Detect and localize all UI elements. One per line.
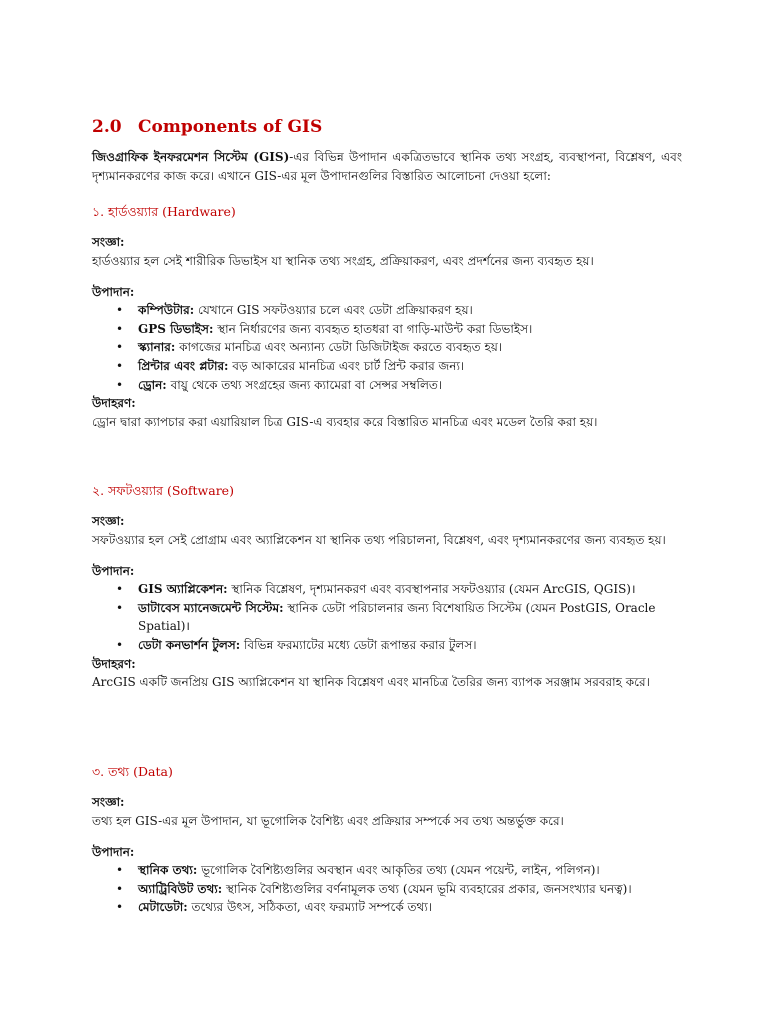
list-item <box>116 301 682 320</box>
section-data <box>92 762 682 917</box>
item-term: স্থানিক তথ্য: <box>138 863 198 878</box>
section-heading: ১. হার্ডওয়্যার (Hardware) <box>92 204 236 219</box>
item-text: স্থানিক বিশ্লেষণ, দৃশ্যমানকরণ এবং ব্যবস্থাপনার সফটওয়্যার (যেমন ArcGIS, QGIS)। <box>227 582 636 597</box>
item-term: অ্যাট্রিবিউট তথ্য: <box>138 881 223 896</box>
item-text: স্থানিক বৈশিষ্ট্যগুলির বর্ণনামূলক তথ্য (যেমন ভূমি ব্যবহারের প্রকার, জনসংখ্যার ঘনত্ব)। <box>222 881 632 896</box>
list-item <box>116 338 682 357</box>
definition-label: সংজ্ঞা: <box>92 795 125 810</box>
components-list <box>92 861 682 917</box>
bullet-icon: • <box>116 358 124 373</box>
item-text: বিভিন্ন ফরম্যাটের মধ্যে ডেটা রূপান্তর করার টুলস। <box>240 637 477 652</box>
list-item <box>116 599 682 636</box>
intro-text: -এর বিভিন্ন উপাদান একত্রিতভাবে স্থানিক তথ্য সংগ্রহ, ব্যবস্থাপনা, বিশ্লেষণ, এবং দৃশ্যমানকরণের কাজ করে। এখানে GIS-এর মূল উপাদানগুলির বিস্তারিত আলোচনা দেওয়া হলো: <box>92 150 682 183</box>
item-term: GPS ডিভাইস: <box>138 321 214 336</box>
example-text: ArcGIS একটি জনপ্রিয় GIS অ্যাপ্লিকেশন যা স্থানিক বিশ্লেষণ এবং মানচিত্র তৈরির জন্য ব্যাপক সরঞ্জাম সরবরাহ করে। <box>92 675 650 690</box>
item-text: যেখানে GIS সফটওয়্যার চলে এবং ডেটা প্রক্রিয়াকরণ হয়। <box>194 303 473 318</box>
bullet-icon: • <box>116 340 124 355</box>
components-label: উপাদান: <box>92 844 135 859</box>
list-item <box>116 580 682 599</box>
item-text: কাগজের মানচিত্র এবং অন্যান্য ডেটা ডিজিটাইজ করতে ব্যবহৃত হয়। <box>175 340 503 355</box>
item-term: স্ক্যানার: <box>138 340 176 355</box>
title-text: Components of GIS <box>138 117 323 137</box>
list-item <box>116 320 682 339</box>
section-software <box>92 481 682 692</box>
item-text: স্থান নির্ধারণের জন্য ব্যবহৃত হাতধরা বা গাড়ি-মাউন্ট করা ডিভাইস। <box>213 321 533 336</box>
components-label: উপাদান: <box>92 563 135 578</box>
list-item <box>116 357 682 376</box>
bullet-icon: • <box>116 637 124 652</box>
example-label: উদাহরণ: <box>92 656 136 671</box>
list-item <box>116 376 682 395</box>
bullet-icon: • <box>116 377 124 392</box>
components-label: উপাদান: <box>92 284 135 299</box>
item-term: GIS অ্যাপ্লিকেশন: <box>138 582 228 597</box>
section-heading: ৩. তথ্য (Data) <box>92 764 173 779</box>
components-list <box>92 580 682 654</box>
item-text: স্থানিক ডেটা পরিচালনার জন্য বিশেষায়িত সিস্টেম (যেমন PostGIS, Oracle Spatial)। <box>138 600 656 634</box>
example-text: ড্রোন দ্বারা ক্যাপচার করা এয়ারিয়াল চিত্র GIS-এ ব্যবহার করে বিস্তারিত মানচিত্র এবং মডেল তৈরি করা হয়। <box>92 414 598 429</box>
intro-bold: জিওগ্রাফিক ইনফরমেশন সিস্টেম (GIS) <box>92 150 290 164</box>
bullet-icon: • <box>116 582 124 597</box>
list-item <box>116 898 682 917</box>
bullet-icon: • <box>116 321 124 336</box>
bullet-icon: • <box>116 863 124 878</box>
section-hardware <box>92 202 682 431</box>
bullet-icon: • <box>116 600 124 615</box>
item-term: ডেটা কনভার্শন টুলস: <box>138 637 241 652</box>
intro-paragraph <box>92 148 682 185</box>
definition-label: সংজ্ঞা: <box>92 514 125 529</box>
list-item <box>116 636 682 655</box>
document-title <box>92 114 322 140</box>
section-heading: ২. সফটওয়্যার (Software) <box>92 483 234 498</box>
item-term: ডাটাবেস ম্যানেজমেন্ট সিস্টেম: <box>138 600 284 615</box>
components-list <box>92 301 682 394</box>
item-term: কম্পিউটার: <box>138 303 195 318</box>
item-term: মেটাডেটা: <box>138 900 188 915</box>
item-term: ড্রোন: <box>138 377 167 392</box>
definition-text: তথ্য হল GIS-এর মূল উপাদান, যা ভূগোলিক বৈশিষ্ট্য এবং প্রক্রিয়ার সম্পর্কে সব তথ্য অন্তর্ভুক্ত করে। <box>92 813 564 828</box>
bullet-icon: • <box>116 303 124 318</box>
item-term: প্রিন্টার এবং প্লটার: <box>138 358 229 373</box>
item-text: তথ্যের উৎস, সঠিকতা, এবং ফরম্যাট সম্পর্কে তথ্য। <box>187 900 433 915</box>
bullet-icon: • <box>116 900 124 915</box>
item-text: বড় আকারের মানচিত্র এবং চার্ট প্রিন্ট করার জন্য। <box>228 358 465 373</box>
list-item <box>116 861 682 880</box>
item-text: ভূগোলিক বৈশিষ্ট্যগুলির অবস্থান এবং আকৃতির তথ্য (যেমন পয়েন্ট, লাইন, পলিগন)। <box>197 863 600 878</box>
example-label: উদাহরণ: <box>92 396 136 411</box>
definition-label: সংজ্ঞা: <box>92 235 125 250</box>
item-text: বায়ু থেকে তথ্য সংগ্রহের জন্য ক্যামেরা বা সেন্সর সম্বলিত। <box>166 377 443 392</box>
title-number: 2.0 <box>92 117 122 137</box>
definition-text: সফটওয়্যার হল সেই প্রোগ্রাম এবং অ্যাপ্লিকেশন যা স্থানিক তথ্য পরিচালনা, বিশ্লেষণ, এবং দৃশ্যমানকরণের জন্য ব্যবহৃত হয়। <box>92 532 666 547</box>
list-item <box>116 880 682 899</box>
definition-text: হার্ডওয়্যার হল সেই শারীরিক ডিভাইস যা স্থানিক তথ্য সংগ্রহ, প্রক্রিয়াকরণ, এবং প্রদর্শনের জন্য ব্যবহৃত হয়। <box>92 253 594 268</box>
bullet-icon: • <box>116 881 124 896</box>
